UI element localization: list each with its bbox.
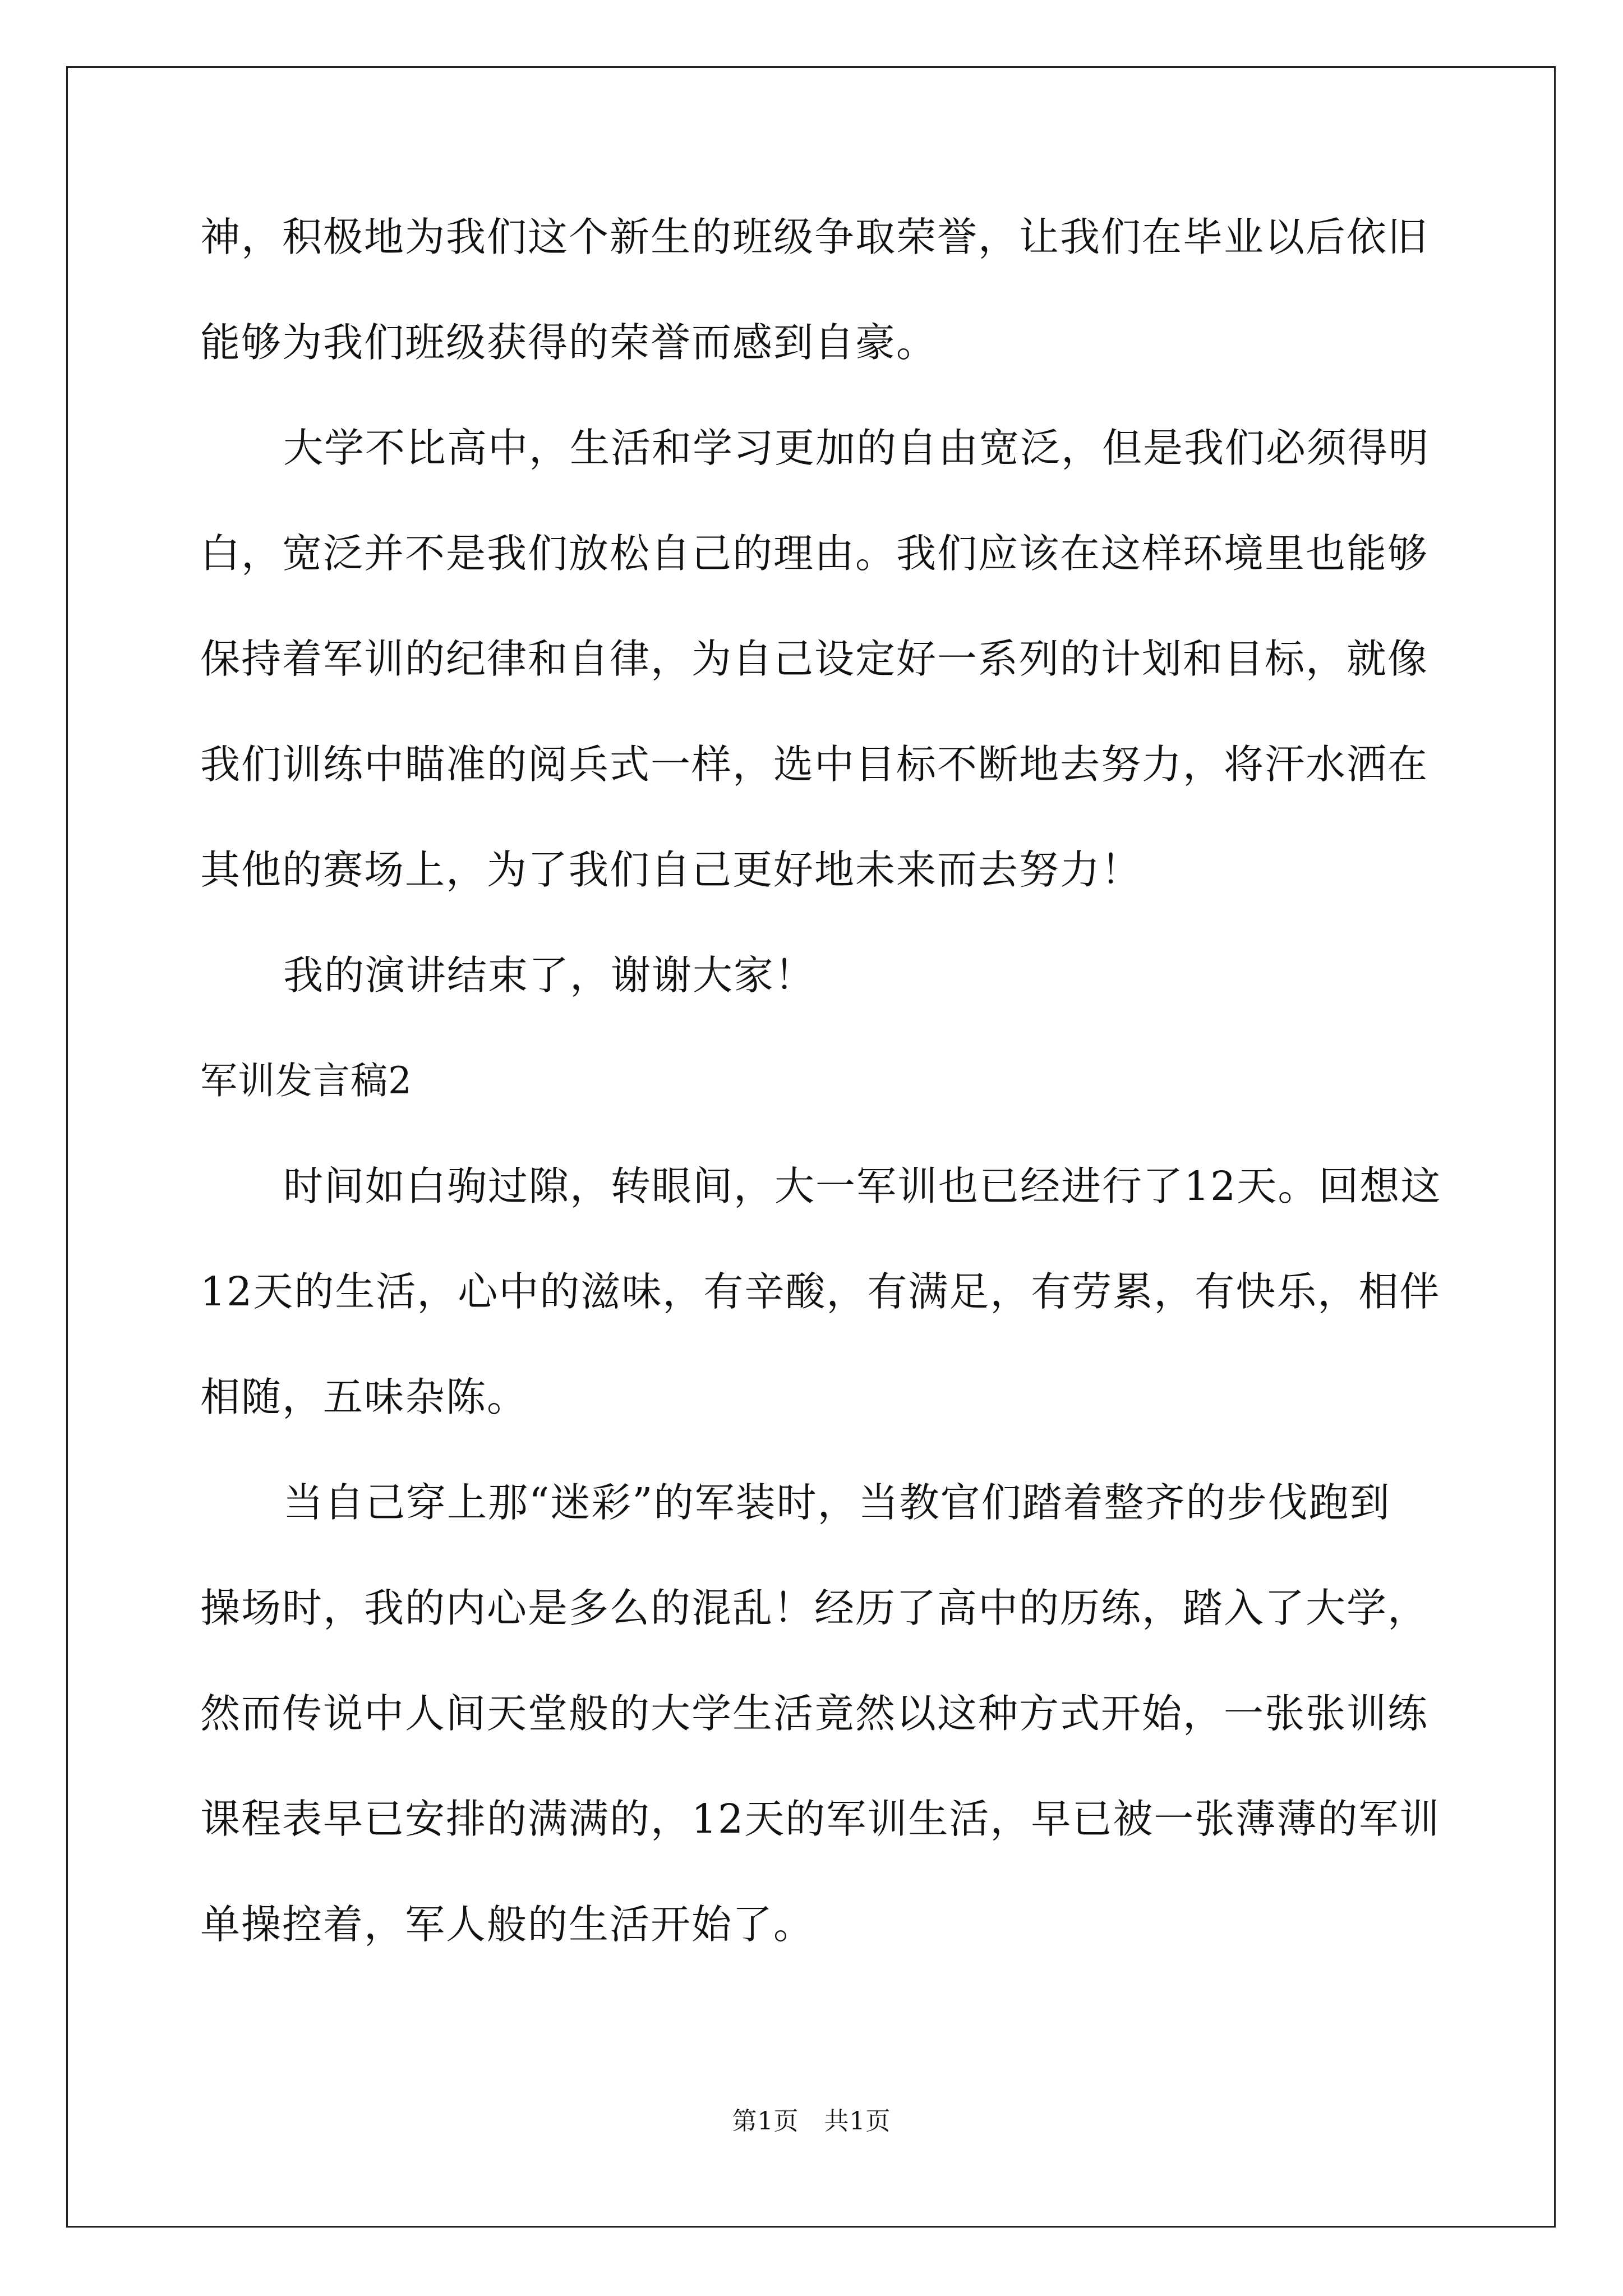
paragraph-start: 我的演讲结束了，谢谢大家！ [283, 952, 816, 999]
text-line: 其他的赛场上，为了我们自己更好地未来而去努力！ [200, 846, 1142, 893]
text-line: 操场时，我的内心是多么的混乱！经历了高中的历练，踏入了大学， [200, 1585, 1429, 1631]
paragraph-start: 当自己穿上那“迷彩”的军装时，当教官们踏着整齐的步伐跑到 [283, 1479, 1391, 1526]
text-line: 然而传说中人间天堂般的大学生活竟然以这种方式开始，一张张训练 [200, 1690, 1429, 1737]
text-line: 能够为我们班级获得的荣誉而感到自豪。 [200, 319, 938, 366]
paragraph-start: 大学不比高中，生活和学习更加的自由宽泛，但是我们必须得明 [283, 425, 1430, 471]
section-heading: 军训发言稿2 [200, 1059, 412, 1102]
paragraph-start: 时间如白驹过隙，转眼间，大一军训也已经进行了12天。回想这 [283, 1163, 1442, 1209]
page-number-footer: 第1页 共1页 [732, 2107, 891, 2136]
text-line: 12天的生活，心中的滋味，有辛酸，有满足，有劳累，有快乐，相伴 [200, 1268, 1441, 1315]
text-line: 单操控着，军人般的生活开始了。 [200, 1901, 815, 1948]
text-line: 保持着军训的纪律和自律，为自己设定好一系列的计划和目标，就像 [200, 636, 1429, 682]
text-line: 相随，五味杂陈。 [200, 1374, 528, 1420]
text-line: 白，宽泛并不是我们放松自己的理由。我们应该在这样环境里也能够 [200, 530, 1429, 577]
text-line: 课程表早已安排的满满的，12天的军训生活，早已被一张薄薄的军训 [200, 1796, 1441, 1842]
text-line: 我们训练中瞄准的阅兵式一样，选中目标不断地去努力，将汗水洒在 [200, 741, 1429, 788]
text-line: 神，积极地为我们这个新生的班级争取荣誉，让我们在毕业以后依旧 [200, 214, 1429, 260]
